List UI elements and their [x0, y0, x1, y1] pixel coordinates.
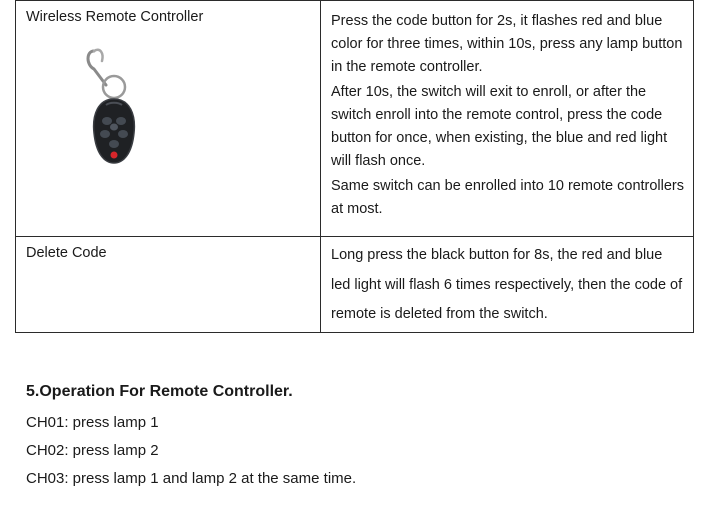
channel-line-ch01: CH01: press lamp 1	[26, 414, 159, 431]
channel-line-ch02: CH02: press lamp 2	[26, 442, 159, 459]
table-cell-description	[321, 1, 694, 237]
remote-controller-image	[84, 41, 144, 169]
description-paragraph: Press the code button for 2s, it flashes red and blue color for three times, within 10s, press any lamp button in the remote controller.	[331, 13, 683, 75]
table-row-remote-controller	[16, 1, 694, 237]
table-row-delete-code	[16, 237, 694, 333]
table-cell-label	[16, 1, 321, 237]
section-heading: 5.Operation For Remote Controller.	[26, 383, 293, 400]
row-label-delete-code: Delete Code	[26, 245, 107, 261]
table-cell-description	[321, 237, 694, 333]
channel-line-ch03: CH03: press lamp 1 and lamp 2 at the same time.	[26, 470, 357, 487]
description-paragraph: Same switch can be enrolled into 10 remote controllers at most.	[331, 178, 685, 217]
operation-section	[26, 383, 356, 497]
description-paragraph: After 10s, the switch will exit to enroll, or after the switch enroll into the remote control, press the code button for once, when existing, the blue and red light will flash once.	[331, 84, 668, 169]
instruction-table	[15, 0, 694, 333]
table-cell-label	[16, 237, 321, 333]
description-paragraph: Long press the black button for 8s, the red and blue led light will flash 6 times respectively, then the code of remote is deleted from the switch.	[331, 247, 683, 322]
row-label-remote-controller: Wireless Remote Controller	[26, 9, 204, 25]
